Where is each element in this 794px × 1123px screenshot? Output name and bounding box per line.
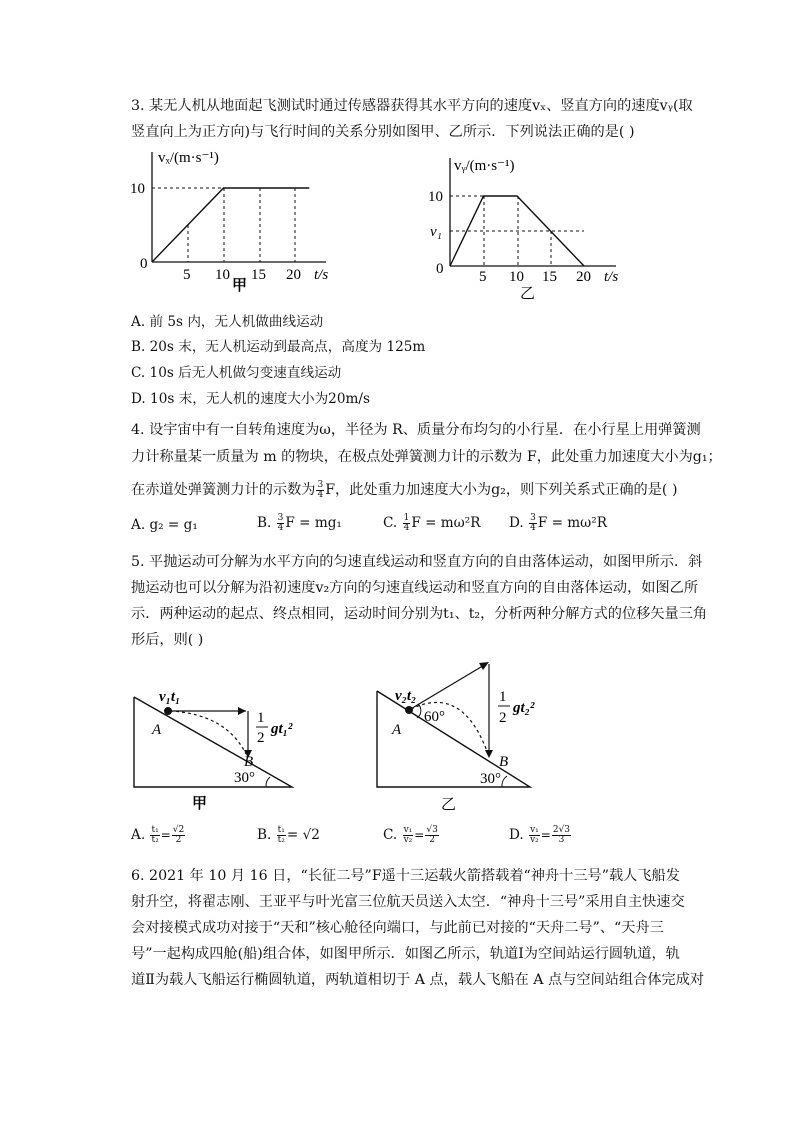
svg-text:30°: 30° — [480, 771, 501, 787]
svg-text:B: B — [499, 754, 509, 770]
svg-text:gt₁²: gt₁² — [271, 721, 293, 737]
q4-frac-3-4: $\frac{3}{4}$ — [317, 479, 324, 500]
yi-ylabel: vᵧ/(m·s⁻¹) — [454, 158, 515, 174]
chart-jia — [128, 142, 348, 292]
jia-xtick-10: 10 — [215, 267, 230, 283]
q4-line2: 力计称量某一质量为 m 的物块，在极点处弹簧测力计的示数为 F，此处重力加速度大小为g₁； — [131, 449, 722, 465]
q6-line2: 射升空，将翟志刚、王亚平与叶光富三位航天员送入太空．“神舟十三号”采用自主快速交 — [131, 894, 685, 910]
svg-text:v₁t₁: v₁t₁ — [159, 689, 181, 705]
q5-option-b: B. $\frac{\text{t₁}}{\text{t₂}}$ = √2 — [257, 825, 320, 845]
svg-text:乙: 乙 — [441, 797, 457, 813]
svg-text:A: A — [392, 722, 402, 738]
jia-xtick-20: 20 — [286, 267, 301, 283]
q3-option-a: A. 前 5s 内，无人机做曲线运动 — [131, 314, 324, 330]
svg-text:1: 1 — [257, 710, 265, 726]
figure-yi-projectile — [368, 654, 548, 814]
q5-option-d: D. $\frac{\text{v₁}}{\text{v₂}}$ = $\frac{2√3}{3}$ — [509, 825, 571, 845]
svg-text:60°: 60° — [424, 709, 445, 725]
yi-xtick-15: 15 — [542, 269, 557, 285]
yi-xlabel: t/s — [604, 269, 619, 285]
jia-trajectory — [170, 711, 246, 754]
q5-line3: 示．两种运动的起点、终点相同，运动时间分别为t₁、t₂，分析两种分解方式的位移矢量三角 — [131, 606, 708, 622]
jia-xtick-15: 15 — [251, 267, 266, 283]
jia-series-line — [152, 188, 309, 262]
q4-option-d: D. $\frac{3}{4}$ F = mω²R — [509, 513, 607, 533]
svg-text:B: B — [244, 754, 254, 770]
q5-line1: 5. 平抛运动可分解为水平方向的匀速直线运动和竖直方向的自由落体运动，如图甲所示．斜 — [131, 554, 703, 570]
yi-gridlines — [450, 196, 584, 266]
q3-line1: 3. 某无人机从地面起飞测试时通过传感器获得其水平方向的速度vₓ、竖直方向的速度vᵧ(取 — [131, 98, 693, 114]
yi-ytick-10: 10 — [428, 189, 443, 205]
svg-text:1: 1 — [499, 689, 507, 705]
q4-line3 — [131, 480, 678, 500]
jia-ylabel: vₓ/(m·s⁻¹) — [158, 150, 219, 166]
q6-line1: 6. 2021 年 10 月 16 日，“长征二号”F遥十三运载火箭搭载着“神舟十三号”载人飞船发 — [131, 868, 680, 884]
q6-line4: 号”一起构成四舱(船)组合体，如图甲所示．如图乙所示，轨道Ⅰ为空间站运行圆轨道，轨 — [131, 946, 680, 962]
chart-yi — [424, 152, 654, 300]
q4-line3a: 在赤道处弹簧测力计的示数为 — [131, 482, 316, 498]
jia-caption: 甲 — [232, 278, 248, 292]
yi-trajectory — [411, 702, 488, 754]
q3-option-c: C. 10s 后无人机做匀变速直线运动 — [131, 365, 342, 381]
yi-origin: 0 — [436, 261, 444, 277]
q4-line1: 4. 设宇宙中有一自转角速度为ω，半径为 R、质量分布均匀的小行星．在小行星上用弹簧测 — [131, 422, 701, 438]
svg-text:30°: 30° — [234, 770, 255, 786]
jia-xlabel: t/s — [314, 267, 329, 283]
svg-text:2: 2 — [499, 710, 507, 726]
q4-line3b: F，此处重力加速度大小为g₂，则下列关系式正确的是( ) — [325, 482, 678, 498]
figure-jia-projectile — [126, 684, 306, 812]
svg-text:v₂t₂: v₂t₂ — [395, 688, 417, 704]
yi-arrow-initial — [409, 664, 486, 710]
svg-text:甲: 甲 — [192, 796, 208, 812]
q3-line2: 竖直向上为正方向)与飞行时间的关系分别如图甲、乙所示．下列说法正确的是( ) — [131, 124, 635, 140]
jia-origin: 0 — [140, 256, 148, 272]
q3-option-b: B. 20s 末，无人机运动到最高点，高度为 125m — [131, 339, 426, 355]
jia-ytick-10: 10 — [130, 181, 145, 197]
q5-option-a: A. $\frac{\text{t₁}}{\text{t₂}}$ = $\frac{√2}{2}$ — [131, 825, 185, 845]
yi-xtick-20: 20 — [576, 269, 591, 285]
q6-line5: 道Ⅱ为载人飞船运行椭圆轨道，两轨道相切于 A 点，载人飞船在 A 点与空间站组合体完成对 — [131, 972, 705, 988]
jia-xtick-5: 5 — [183, 267, 191, 283]
q4-option-c: C. $\frac{1}{4}$ F = mω²R — [383, 513, 481, 533]
q5-line2: 抛运动也可以分解为沿初速度v₂方向的匀速直线运动和竖直方向的自由落体运动，如图乙所 — [131, 580, 699, 596]
svg-text:gt₂²: gt₂² — [513, 700, 535, 716]
q5-line4: 形后，则( ) — [131, 632, 204, 648]
yi-caption: 乙 — [520, 286, 536, 300]
yi-xtick-10: 10 — [509, 269, 524, 285]
q5-option-c: C. $\frac{\text{v₁}}{\text{v₂}}$ = $\frac{√3}{2}$ — [383, 825, 438, 845]
yi-ytick-v1: v₁ — [430, 224, 442, 240]
jia-gridlines — [152, 188, 295, 262]
q6-line3: 会对接模式成功对接于“天和”核心舱径向端口，与此前已对接的“天舟二号”、“天舟三 — [131, 920, 664, 936]
yi-xtick-5: 5 — [479, 269, 487, 285]
svg-text:2: 2 — [257, 730, 265, 746]
q4-option-a: A. g₂ = g₁ — [131, 517, 198, 533]
svg-text:A: A — [152, 722, 162, 738]
q3-option-d: D. 10s 末，无人机的速度大小为20m/s — [131, 391, 370, 407]
q4-option-b: B. $\frac{3}{4}$ F = mg₁ — [257, 513, 342, 533]
